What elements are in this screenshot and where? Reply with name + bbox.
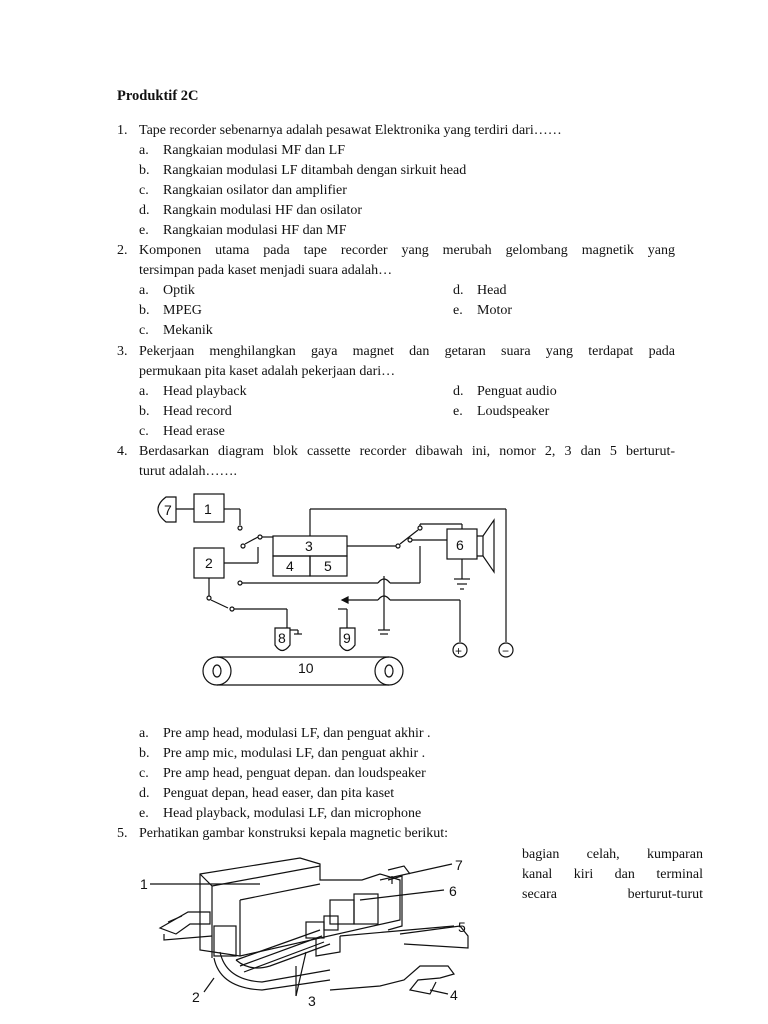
q4-option-e: e. Head playback, modulasi LF, dan microphone bbox=[139, 806, 422, 821]
magnetic-head-figure bbox=[0, 840, 768, 1024]
label-8: 8 bbox=[278, 630, 286, 646]
q5-side-line2: kanal kiri dan terminal bbox=[522, 867, 703, 882]
reel-left bbox=[203, 657, 231, 685]
label-4: 4 bbox=[286, 558, 294, 574]
q3-text-line1: Pekerjaan menghilangkan gaya magnet dan getaran suara yang terdapat pada bbox=[139, 344, 675, 359]
head-body bbox=[200, 858, 400, 956]
q1-option-a: a. Rangkaian modulasi MF dan LF bbox=[139, 143, 345, 158]
label-7: 7 bbox=[164, 502, 172, 518]
fig-label-4: 4 bbox=[450, 987, 458, 1003]
q1-number: 1. bbox=[117, 123, 128, 138]
q5-number: 5. bbox=[117, 826, 128, 841]
fig-label-2: 2 bbox=[192, 989, 200, 1005]
q3-option-e: e. Loudspeaker bbox=[453, 404, 550, 419]
q3-option-a: a. Head playback bbox=[139, 384, 247, 399]
q3-number: 3. bbox=[117, 344, 128, 359]
q2-option-a: a. Optik bbox=[139, 283, 195, 298]
q1-option-b: b. Rangkaian modulasi LF ditambah dengan sirkuit head bbox=[139, 163, 467, 178]
label-1: 1 bbox=[204, 501, 212, 517]
fig-label-1: 1 bbox=[140, 876, 148, 892]
fig-label-5: 5 bbox=[458, 919, 466, 935]
fig-label-3: 3 bbox=[308, 993, 316, 1009]
q5-side-line1: bagian celah, kumparan bbox=[522, 847, 703, 862]
coil-left bbox=[306, 922, 324, 938]
q3-option-b: b. Head record bbox=[139, 404, 232, 419]
page-title: Produktif 2C bbox=[117, 88, 199, 104]
q4-option-d: d. Penguat depan, head easer, dan pita kaset bbox=[139, 786, 395, 801]
q4-text-line2: turut adalah……. bbox=[139, 464, 237, 479]
fig-label-6: 6 bbox=[449, 883, 457, 899]
q2-option-c: c. Mekanik bbox=[139, 323, 213, 338]
q4-number: 4. bbox=[117, 444, 128, 459]
q4-option-c: c. Pre amp head, penguat depan. dan loudspeaker bbox=[139, 766, 426, 781]
q2-option-e: e. Motor bbox=[453, 303, 512, 318]
fig-label-7: 7 bbox=[455, 857, 463, 873]
q1-option-d: d. Rangkain modulasi HF dan osilator bbox=[139, 203, 363, 218]
q5-text: Perhatikan gambar konstruksi kepala magnetic berikut: bbox=[139, 826, 449, 841]
coil-right bbox=[330, 900, 354, 924]
label-9: 9 bbox=[343, 630, 351, 646]
loudspeaker-symbol bbox=[477, 520, 494, 572]
q3-option-d: d. Penguat audio bbox=[453, 384, 557, 399]
label-6: 6 bbox=[456, 537, 464, 553]
q4-text-line1: Berdasarkan diagram blok cassette recorder dibawah ini, nomor 2, 3 dan 5 berturut- bbox=[139, 444, 675, 459]
reel-right bbox=[375, 657, 403, 685]
q2-text-line1: Komponen utama pada tape recorder yang merubah gelombang magnetik yang bbox=[139, 243, 675, 258]
q2-text-line2: tersimpan pada kaset menjadi suara adalah… bbox=[139, 263, 393, 278]
q5-side-line3: secara berturut-turut bbox=[522, 887, 703, 902]
q1-text: Tape recorder sebenarnya adalah pesawat Elektronika yang terdiri dari…… bbox=[139, 123, 562, 138]
q4-option-a: a. Pre amp head, modulasi LF, dan penguat akhir . bbox=[139, 726, 431, 741]
q2-number: 2. bbox=[117, 243, 128, 258]
q1-option-e: e. Rangkaian modulasi HF dan MF bbox=[139, 223, 347, 238]
q2-option-d: d. Head bbox=[453, 283, 507, 298]
label-10: 10 bbox=[298, 660, 314, 676]
q1-option-c: c. Rangkaian osilator dan amplifier bbox=[139, 183, 347, 198]
label-2: 2 bbox=[205, 555, 213, 571]
q3-option-c: c. Head erase bbox=[139, 424, 225, 439]
q4-option-b: b. Pre amp mic, modulasi LF, dan penguat akhir . bbox=[139, 746, 426, 761]
q3-text-line2: permukaan pita kaset adalah pekerjaan dari… bbox=[139, 364, 396, 379]
label-minus: − bbox=[502, 644, 510, 658]
q2-option-b: b. MPEG bbox=[139, 303, 202, 318]
label-5: 5 bbox=[324, 558, 332, 574]
label-3: 3 bbox=[305, 538, 313, 554]
label-plus: + bbox=[455, 644, 463, 658]
